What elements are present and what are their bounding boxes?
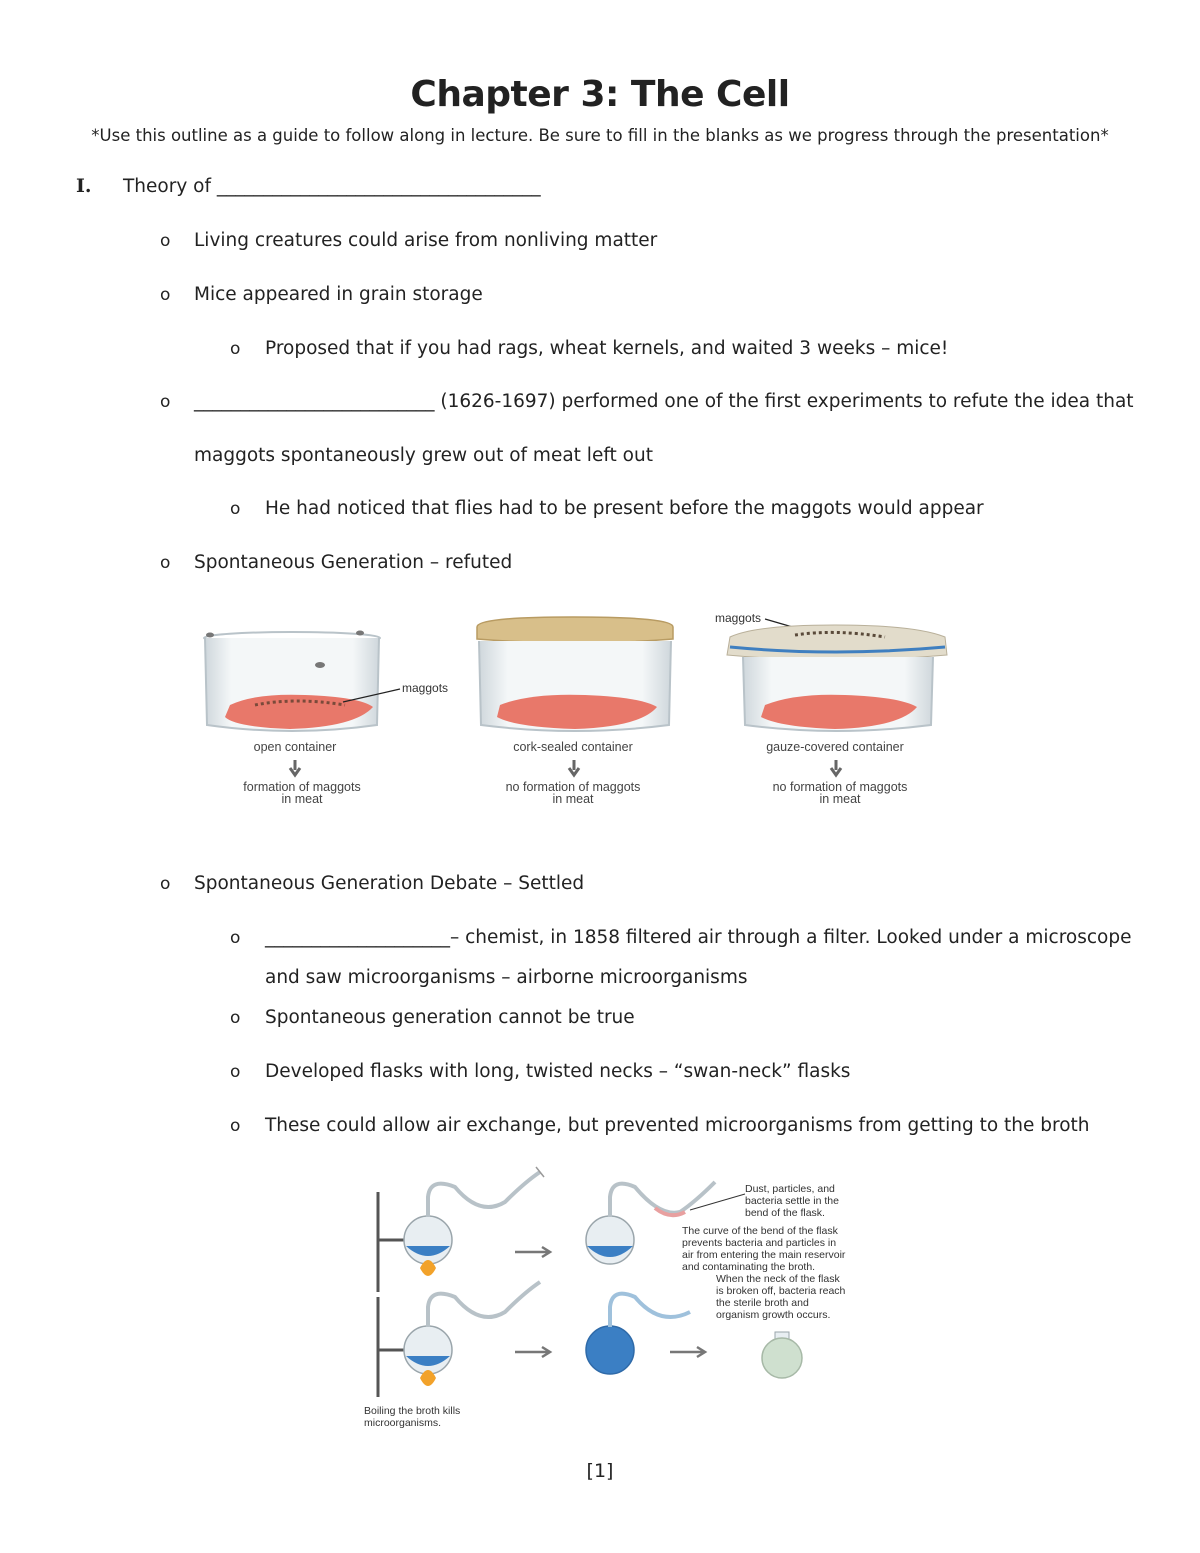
right-arrow-icon bbox=[515, 1247, 550, 1257]
page-title: Chapter 3: The Cell bbox=[410, 74, 790, 115]
jar-caption: cork-sealed container bbox=[513, 740, 633, 754]
down-arrow-icon bbox=[569, 760, 579, 775]
bullet-marker: o bbox=[160, 231, 171, 251]
contaminated-broth-icon bbox=[762, 1338, 802, 1378]
boiling-flask-bottom bbox=[378, 1282, 550, 1397]
figure-note: The curve of the bend of the flask bbox=[682, 1225, 838, 1237]
contaminated-flask bbox=[762, 1332, 802, 1378]
bullet-marker: o bbox=[160, 392, 171, 412]
bullet-marker: o bbox=[230, 339, 241, 359]
result-text: in meat bbox=[281, 792, 323, 806]
result-text: formation of maggots bbox=[243, 780, 361, 794]
figure-note: organism growth occurs. bbox=[716, 1309, 831, 1321]
jar-caption: gauze-covered container bbox=[766, 740, 904, 754]
page-number: [1] bbox=[586, 1460, 614, 1482]
list-item: These could allow air exchange, but prevented microorganisms from getting to the broth bbox=[265, 1115, 1090, 1136]
figure-note: When the neck of the flask bbox=[716, 1273, 840, 1285]
maggots-label: maggots bbox=[715, 611, 762, 625]
section-numeral: I. bbox=[76, 175, 92, 197]
figure-note: is broken off, bacteria reach bbox=[716, 1285, 846, 1297]
fly-icon bbox=[315, 662, 325, 668]
open-jar bbox=[204, 631, 448, 807]
list-item: Living creatures could arise from nonliving matter bbox=[194, 230, 658, 251]
gauze-cover-icon bbox=[727, 625, 947, 660]
down-arrow-icon bbox=[290, 760, 300, 775]
down-arrow-icon bbox=[831, 760, 841, 775]
section-heading: Theory of ___________________________________ bbox=[123, 176, 541, 197]
bullet-marker: o bbox=[160, 553, 171, 573]
bullet-marker: o bbox=[230, 1116, 241, 1136]
figure-note: the sterile broth and bbox=[716, 1297, 809, 1309]
list-item: Proposed that if you had rags, wheat kernels, and waited 3 weeks – mice! bbox=[265, 338, 949, 359]
boiling-flask-top bbox=[378, 1167, 550, 1292]
pasteur-flask-figure bbox=[360, 1162, 880, 1437]
list-item: He had noticed that flies had to be present before the maggots would appear bbox=[265, 498, 984, 519]
bullet-marker: o bbox=[160, 874, 171, 894]
broth-icon bbox=[586, 1326, 634, 1374]
figure-note: bacteria settle in the bbox=[745, 1195, 839, 1207]
result-text: no formation of maggots bbox=[505, 780, 641, 794]
bullet-marker: o bbox=[160, 285, 171, 305]
right-arrow-icon bbox=[670, 1347, 705, 1357]
cork-sealed-jar bbox=[477, 617, 673, 806]
bullet-marker: o bbox=[230, 1062, 241, 1082]
maggots-label: maggots bbox=[402, 681, 449, 695]
list-item: Mice appeared in grain storage bbox=[194, 284, 483, 305]
figure-note: Dust, particles, and bbox=[745, 1183, 835, 1195]
list-item: Developed flasks with long, twisted necks – “swan-neck” flasks bbox=[265, 1061, 851, 1082]
bullet-marker: o bbox=[230, 928, 241, 948]
result-text: in meat bbox=[552, 792, 594, 806]
bullet-marker: o bbox=[230, 499, 241, 519]
bullet-marker: o bbox=[230, 1008, 241, 1028]
fly-icon bbox=[356, 631, 364, 636]
cork-lid-icon bbox=[477, 617, 673, 643]
list-item: ____________________– chemist, in 1858 filtered air through a filter. Looked under a microscope bbox=[265, 927, 1132, 948]
result-text: no formation of maggots bbox=[772, 780, 908, 794]
list-item-continuation: and saw microorganisms – airborne microorganisms bbox=[265, 967, 748, 988]
figure-note: prevents bacteria and particles in bbox=[682, 1237, 837, 1249]
fly-icon bbox=[206, 633, 214, 638]
list-item: Spontaneous Generation – refuted bbox=[194, 552, 513, 573]
broken-neck-flask bbox=[586, 1294, 705, 1374]
right-arrow-icon bbox=[515, 1347, 550, 1357]
instructions-subtitle: *Use this outline as a guide to follow along in lecture. Be sure to fill in the blanks as we progress through the presentation* bbox=[91, 126, 1109, 145]
gauze-covered-jar bbox=[715, 611, 947, 806]
figure-caption: microorganisms. bbox=[364, 1417, 442, 1429]
redi-experiment-figure bbox=[195, 605, 955, 815]
list-item: Spontaneous Generation Debate – Settled bbox=[194, 873, 585, 894]
figure-caption: Boiling the broth kills bbox=[364, 1405, 461, 1417]
list-item-continuation: maggots spontaneously grew out of meat left out bbox=[194, 445, 653, 466]
figure-note: bend of the flask. bbox=[745, 1207, 825, 1219]
list-item: __________________________ (1626-1697) performed one of the first experiments to refute the idea that bbox=[194, 391, 1134, 412]
result-text: in meat bbox=[819, 792, 861, 806]
figure-note: air from entering the main reservoir bbox=[682, 1249, 846, 1261]
figure-note: and contaminating the broth. bbox=[682, 1261, 816, 1273]
list-item: Spontaneous generation cannot be true bbox=[265, 1007, 635, 1028]
jar-caption: open container bbox=[253, 740, 337, 754]
